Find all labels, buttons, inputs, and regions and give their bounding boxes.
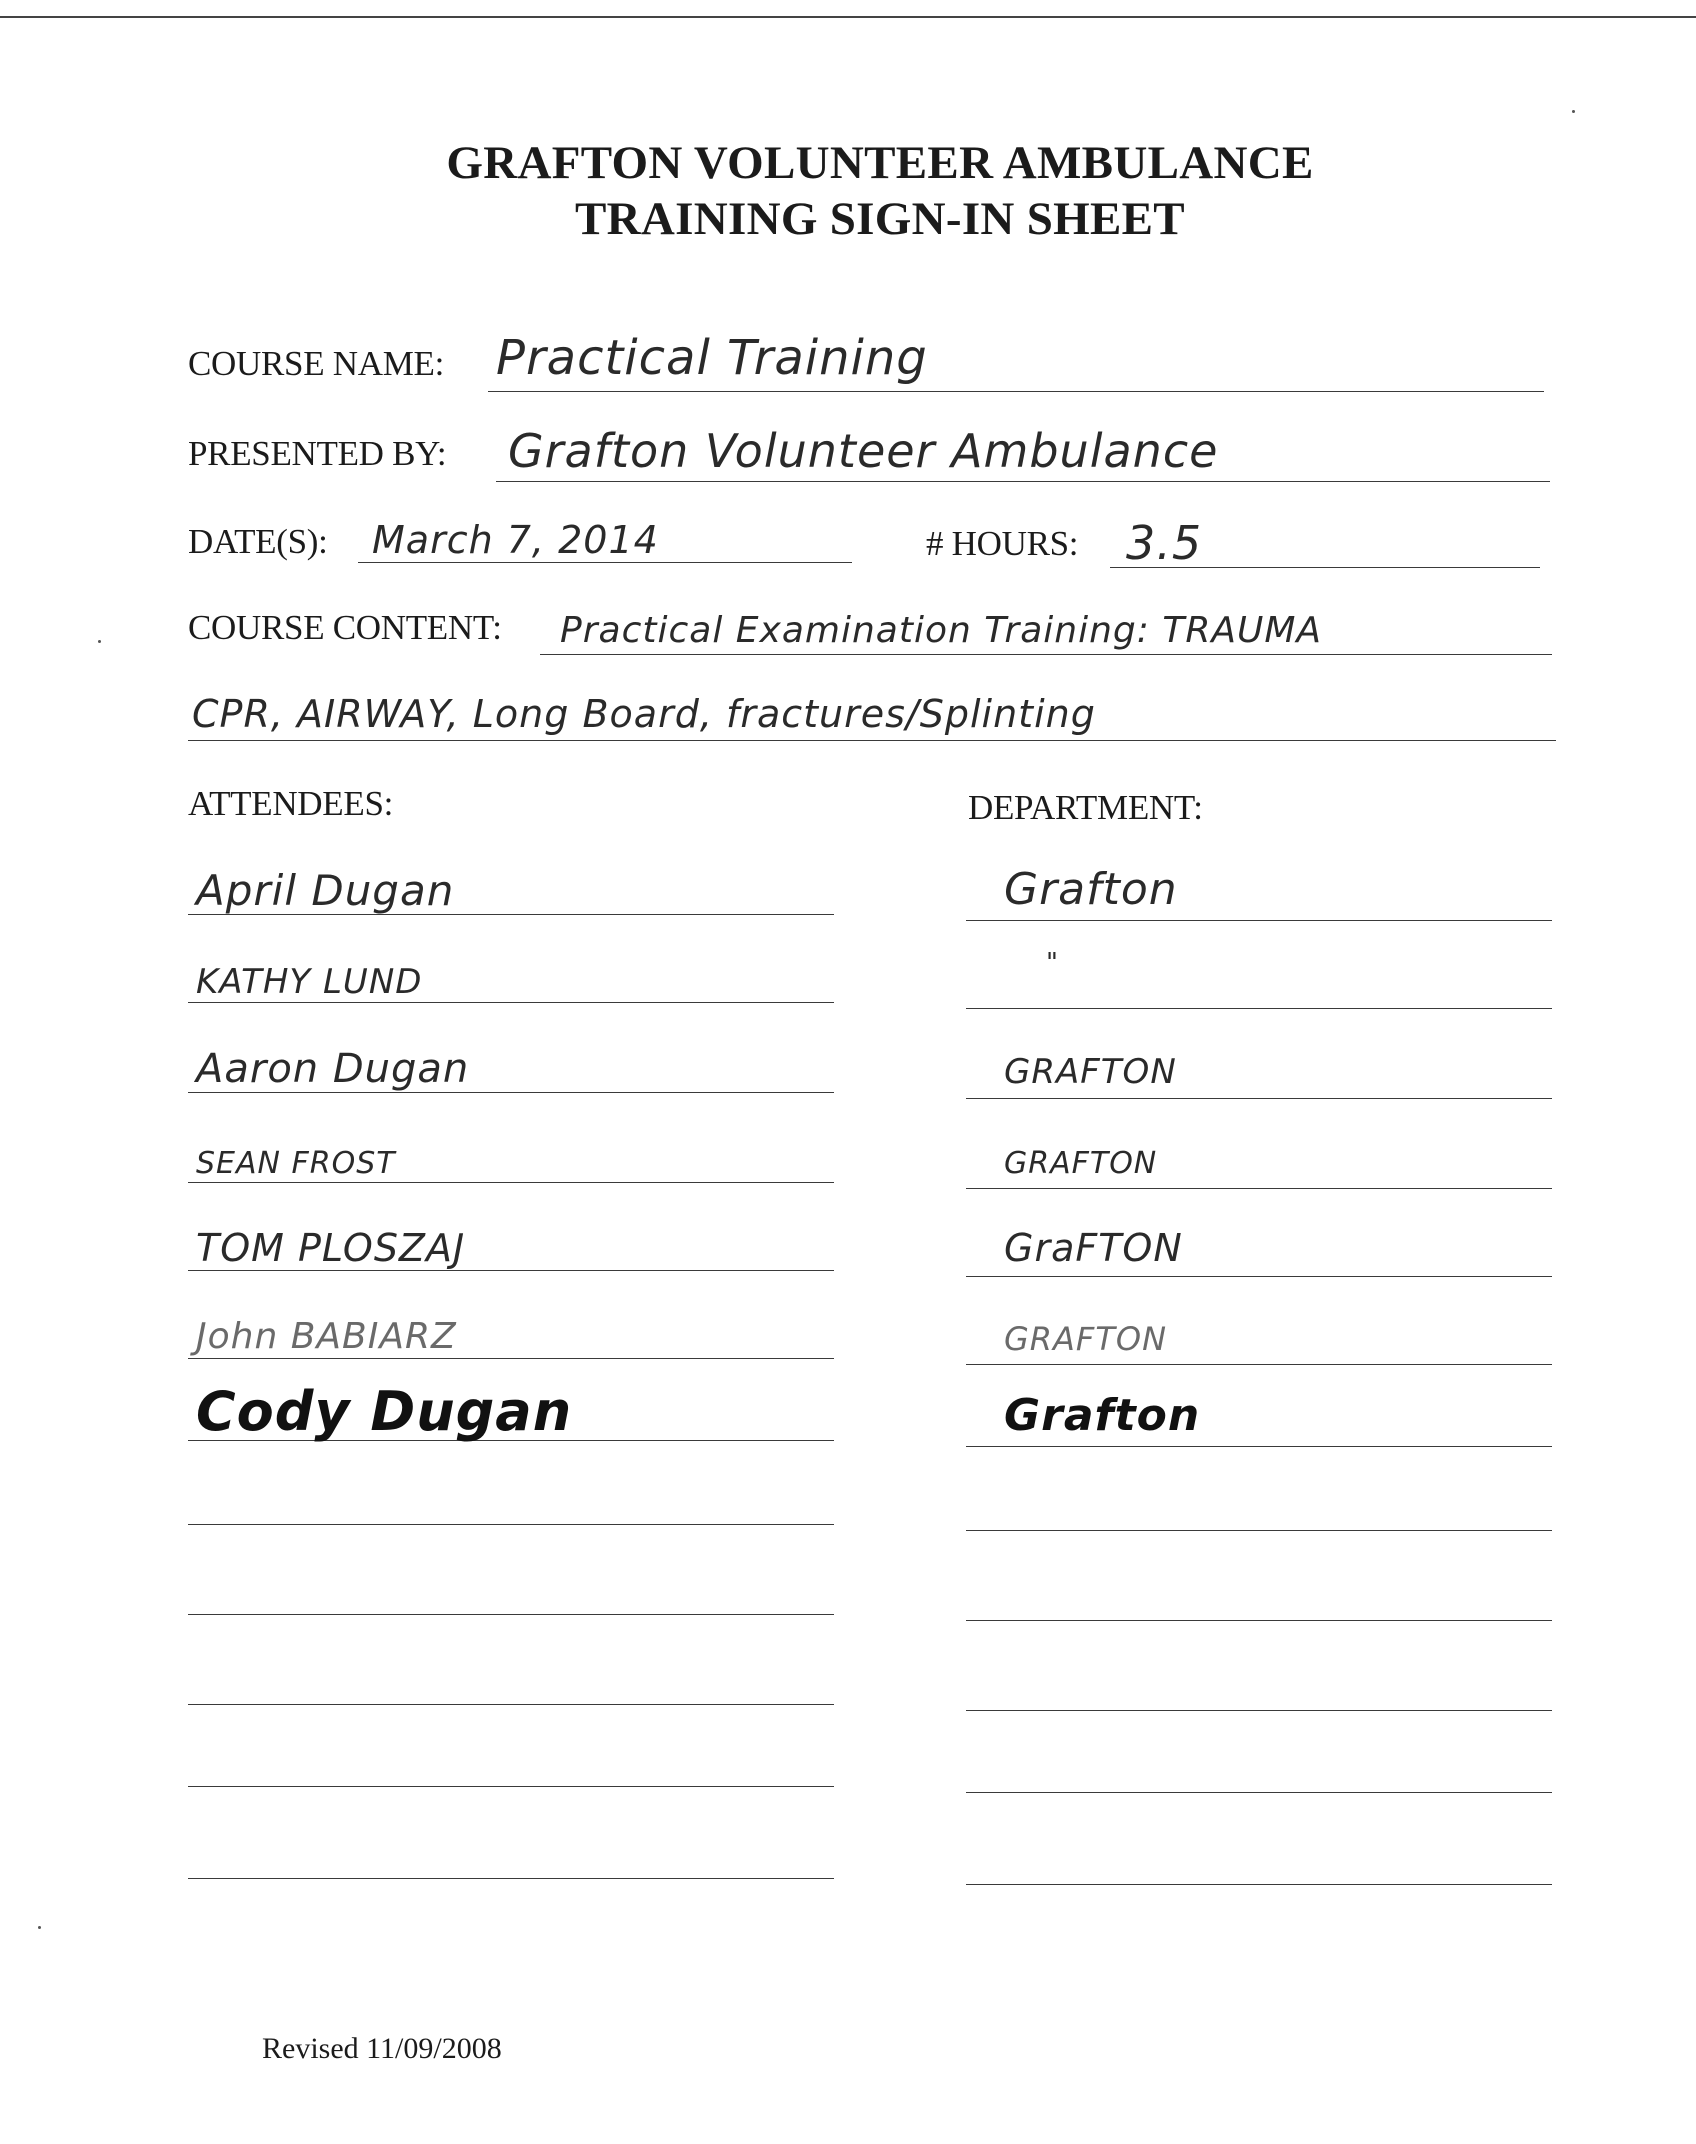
hours-value: 3.5 bbox=[1126, 516, 1203, 570]
presented-by-value: Grafton Volunteer Ambulance bbox=[508, 424, 1219, 478]
attendee-name: SEAN FROST bbox=[196, 1146, 396, 1181]
course-content-line2 bbox=[188, 740, 1556, 741]
attendee-line bbox=[188, 1786, 834, 1787]
course-content-value-line2: CPR, AIRWAY, Long Board, fractures/Splinting bbox=[192, 692, 1096, 736]
attendee-name: KATHY LUND bbox=[196, 962, 423, 1002]
department-line bbox=[966, 1008, 1552, 1009]
attendee-department: Grafton bbox=[1004, 864, 1178, 915]
attendee-department: Grafton bbox=[1004, 1390, 1201, 1441]
attendee-department: GRAFTON bbox=[1004, 1146, 1158, 1181]
attendee-line bbox=[188, 1002, 834, 1003]
attendee-department: " bbox=[1046, 948, 1059, 978]
department-line bbox=[966, 1884, 1552, 1885]
attendee-line bbox=[188, 1614, 834, 1615]
attendee-name: TOM PLOSZAJ bbox=[196, 1226, 466, 1270]
attendee-line bbox=[188, 1704, 834, 1705]
course-content-line1 bbox=[540, 654, 1552, 655]
form-title-line1: GRAFTON VOLUNTEER AMBULANCE bbox=[446, 137, 1314, 189]
attendee-line bbox=[188, 1092, 834, 1093]
attendee-line bbox=[188, 1878, 834, 1879]
presented-by-line bbox=[496, 481, 1550, 482]
attendee-line bbox=[188, 1358, 834, 1359]
revised-date: Revised 11/09/2008 bbox=[262, 2032, 502, 2065]
department-line bbox=[966, 1710, 1552, 1711]
scan-edge-line bbox=[0, 16, 1696, 18]
department-line bbox=[966, 1276, 1552, 1277]
attendee-department: GRAFTON bbox=[1004, 1320, 1167, 1358]
course-content-label: COURSE CONTENT: bbox=[188, 608, 502, 647]
attendee-name: John BABIARZ bbox=[196, 1316, 457, 1357]
scan-speck bbox=[1572, 110, 1575, 113]
attendee-name: Aaron Dugan bbox=[196, 1046, 470, 1092]
course-content-value-line1: Practical Examination Training: TRAUMA bbox=[560, 610, 1323, 651]
dates-line bbox=[358, 562, 852, 563]
form-title-line2: TRAINING SIGN-IN SHEET bbox=[575, 193, 1185, 245]
attendee-line bbox=[188, 1182, 834, 1183]
attendee-name: Cody Dugan bbox=[196, 1380, 573, 1443]
course-name-label: COURSE NAME: bbox=[188, 344, 445, 383]
course-name-line bbox=[488, 391, 1544, 392]
presented-by-label: PRESENTED BY: bbox=[188, 434, 447, 473]
scan-speck bbox=[38, 1926, 41, 1929]
department-line bbox=[966, 1792, 1552, 1793]
attendee-line bbox=[188, 1524, 834, 1525]
course-name-value: Practical Training bbox=[496, 330, 928, 386]
attendee-department: GRAFTON bbox=[1004, 1052, 1177, 1092]
dates-value: March 7, 2014 bbox=[372, 518, 659, 562]
hours-label: # HOURS: bbox=[926, 524, 1079, 563]
attendee-name: April Dugan bbox=[196, 866, 455, 915]
attendees-header: ATTENDEES: bbox=[188, 784, 394, 823]
department-line bbox=[966, 1620, 1552, 1621]
department-line bbox=[966, 1364, 1552, 1365]
department-header: DEPARTMENT: bbox=[968, 788, 1203, 827]
attendee-line bbox=[188, 1270, 834, 1271]
department-line bbox=[966, 920, 1552, 921]
attendee-department: GraFTON bbox=[1004, 1226, 1183, 1270]
dates-label: DATE(S): bbox=[188, 522, 328, 561]
department-line bbox=[966, 1446, 1552, 1447]
scan-speck bbox=[98, 640, 101, 643]
department-line bbox=[966, 1530, 1552, 1531]
department-line bbox=[966, 1098, 1552, 1099]
department-line bbox=[966, 1188, 1552, 1189]
